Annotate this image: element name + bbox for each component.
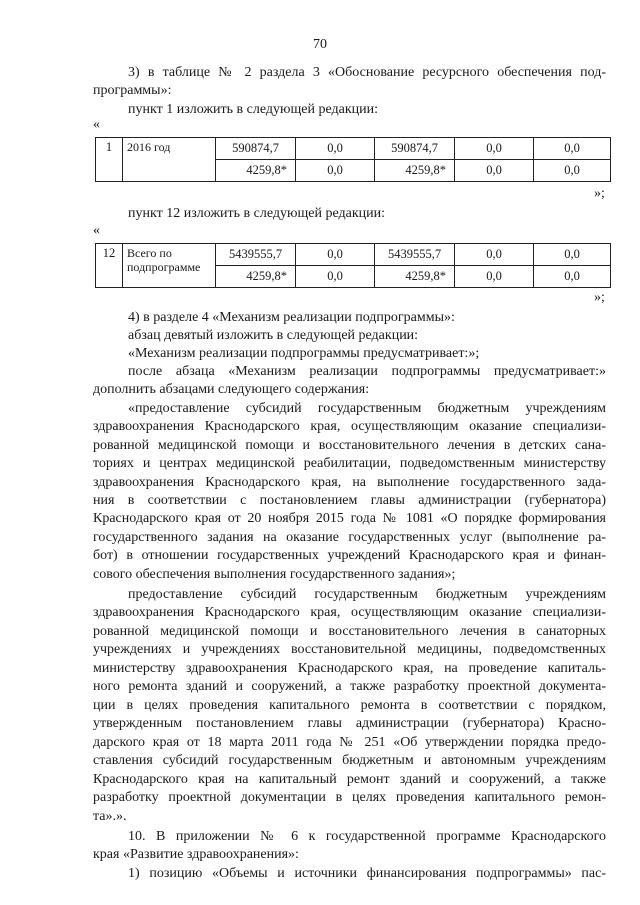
para1-line: бот) в отношении государственных учреждений Краснодарского края и финан- (93, 548, 606, 563)
open-quote-1: « (93, 117, 100, 132)
table-row (96, 138, 611, 160)
para2-line: та».». (93, 809, 127, 824)
para2-line: министерству здравоохранения Краснодарского края, на проведение капиталь- (93, 661, 606, 676)
page-number: 70 (313, 37, 327, 52)
para1-line: Краснодарского края от 20 ноября 2015 года № 1081 «О порядке формирования (93, 511, 606, 526)
para1-line: «предоставление субсидий государственным бюджетным учреждениям (128, 401, 606, 416)
para2-line: учреждениях и учреждениях восстановительной медицины, подведомственных (93, 642, 606, 657)
item1-intro: пункт 1 изложить в следующей редакции: (128, 102, 378, 117)
table-cell: 4259,8* (216, 160, 296, 182)
para1-line: государственного задания на оказание государственных услуг (выполнение ра- (93, 530, 606, 545)
para1-line: ториях и центрах медицинской реабилитации, подведомственным министерству (93, 456, 606, 471)
item12-intro: пункт 12 изложить в следующей редакции: (128, 206, 385, 221)
table-cell: 0,0 (296, 160, 375, 182)
table-cell: 590874,7 (216, 138, 296, 160)
table-cell: 0,0 (455, 244, 534, 266)
table-cell-num: 1 (96, 138, 123, 182)
table-cell-num: 12 (96, 244, 123, 288)
table-cell: 0,0 (455, 138, 534, 160)
table-cell: 4259,8* (216, 266, 296, 288)
para1-line: сового обеспечения выполнения государственного задания»; (93, 567, 456, 582)
para2-line: Краснодарского края на капитальный ремонт зданий и сооружений, а также (93, 772, 606, 787)
para2-line: ции в целях проведения капитального ремонта в соответствии с порядком, (93, 698, 606, 713)
table-cell: 5439555,7 (375, 244, 455, 266)
para2-line: рованной медицинской помощи и восстановительного лечения в санаторных (93, 624, 606, 639)
section4-line: абзац девятый изложить в следующей редакции: (128, 328, 419, 343)
section4-line: «Механизм реализации подпрограммы предусматривает:»; (128, 346, 480, 361)
section4-line: дополнить абзацами следующего содержания: (93, 382, 370, 397)
para2-line: здравоохранения Краснодарского края, осуществляющим оказание специализи- (93, 605, 606, 620)
close-mark-2: »; (594, 290, 605, 305)
table-cell: 0,0 (296, 244, 375, 266)
para2-line: ного ремонта зданий и сооружений, а также разработку проектной документа- (93, 679, 606, 694)
section3-line2: программы»: (93, 83, 172, 98)
table-cell: 0,0 (534, 266, 611, 288)
table-cell: 4259,8* (375, 266, 455, 288)
table-cell: 0,0 (534, 244, 611, 266)
section4-line: 4) в разделе 4 «Механизм реализации подпрограммы»: (128, 310, 455, 325)
table-cell: 0,0 (296, 266, 375, 288)
table-1 (95, 137, 611, 182)
para1-line: здравоохранения Краснодарского края, на выполнение государственного зада- (93, 475, 606, 490)
close-mark-1: »; (594, 186, 605, 201)
table-cell-label: 2016 год (123, 138, 216, 182)
table-cell: 590874,7 (375, 138, 455, 160)
table-cell: 4259,8* (375, 160, 455, 182)
table-2 (95, 243, 611, 288)
para2-line: предоставление субсидий государственным бюджетным учреждениям (128, 587, 606, 602)
table-cell-label: Всего по подпрограмме (123, 244, 216, 288)
para2-line: разработку проектной документации в целях проведения капитального ремон- (93, 790, 606, 805)
para1-line: рованной медицинской помощи и восстановительного лечения в детских сана- (93, 438, 606, 453)
table-cell: 0,0 (296, 138, 375, 160)
item10-line: 10. В приложении № 6 к государственной программе Краснодарского (128, 829, 606, 844)
para1-line: ния в соответствии с постановлением главы администрации (губернатора) (93, 493, 606, 508)
table-cell: 0,0 (455, 160, 534, 182)
table-row (96, 244, 611, 266)
open-quote-2: « (93, 223, 100, 238)
section3-line1: 3) в таблице № 2 раздела 3 «Обоснование ресурсного обеспечения под- (128, 65, 606, 80)
para2-line: дарского края от 18 марта 2011 года № 251 «Об утверждении порядка предо- (93, 735, 606, 750)
item10-line: края «Развитие здравоохранения»: (93, 847, 299, 862)
para2-line: утвержденным постановлением главы администрации (губернатора) Красно- (93, 716, 606, 731)
table-cell: 0,0 (534, 138, 611, 160)
item10-line: 1) позицию «Объемы и источники финансирования подпрограммы» пас- (128, 866, 606, 881)
para2-line: ставления субсидий государственным бюджетным и автономным учреждениям (93, 753, 606, 768)
para1-line: здравоохранения Краснодарского края, осуществляющим оказание специализи- (93, 419, 606, 434)
table-cell: 5439555,7 (216, 244, 296, 266)
table-cell: 0,0 (455, 266, 534, 288)
section4-line: после абзаца «Механизм реализации подпрограммы предусматривает:» (128, 364, 606, 379)
table-cell: 0,0 (534, 160, 611, 182)
